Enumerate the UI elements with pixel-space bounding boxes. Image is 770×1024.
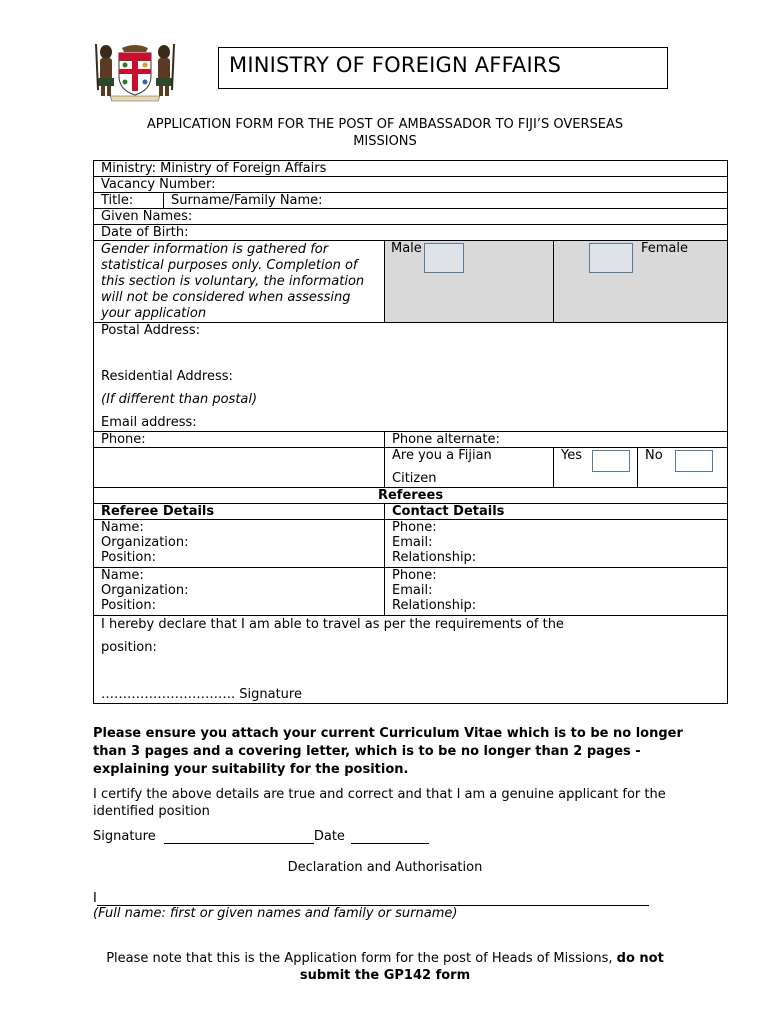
phone-field[interactable]: Phone: [94, 432, 385, 448]
female-label: Female [641, 241, 689, 256]
address-block [94, 323, 728, 432]
full-name-note: (Full name: first or given names and family or surname) [93, 906, 458, 921]
application-form-table [93, 160, 728, 704]
given-names-field[interactable]: Given Names: [94, 209, 728, 225]
contact-details-header: Contact Details [385, 504, 728, 520]
referee-2-position-field[interactable]: Position: [101, 598, 156, 613]
travel-declaration-line-1: I hereby declare that I am able to travel as per the requirements of the [101, 617, 564, 632]
referee-details-header: Referee Details [94, 504, 385, 520]
referee-1-contact [385, 520, 728, 568]
citizen-question [385, 448, 554, 488]
travel-declaration [94, 616, 728, 704]
title-field[interactable]: Title: [94, 193, 164, 209]
male-checkbox[interactable] [424, 243, 464, 273]
citizen-yes-option [554, 448, 638, 488]
blank-cell [94, 448, 385, 488]
full-name-line [93, 891, 649, 906]
no-checkbox[interactable] [675, 450, 713, 472]
travel-declaration-line-2: position: [101, 640, 157, 655]
fiji-coat-of-arms-logo [92, 40, 178, 102]
page-title: MINISTRY OF FOREIGN AFFAIRS [218, 47, 668, 89]
signature-input-line[interactable] [164, 829, 314, 844]
referee-1-relationship-field[interactable]: Relationship: [392, 550, 477, 565]
yes-checkbox[interactable] [592, 450, 630, 472]
referee-1-phone-field[interactable]: Phone: [392, 520, 437, 535]
closing-note-text: Please note that this is the Application form for the post of Heads of Missions, [106, 951, 613, 966]
citizen-question-line-2: Citizen [392, 471, 437, 486]
certification-statement: I certify the above details are true and correct and that I am a genuine applicant for the identified position [93, 787, 666, 819]
referee-1-organization-field[interactable]: Organization: [101, 535, 189, 550]
referee-2-phone-field[interactable]: Phone: [392, 568, 437, 583]
closing-note [93, 950, 677, 984]
no-label: No [645, 448, 663, 463]
signature-date-line [93, 829, 429, 844]
email-address-field[interactable]: Email address: [101, 415, 197, 430]
form-subtitle [100, 116, 670, 150]
declaration-title: Declaration and Authorisation [287, 860, 483, 875]
referee-2-contact [385, 568, 728, 616]
ministry-field: Ministry: Ministry of Foreign Affairs [94, 161, 728, 177]
full-name-input-line[interactable] [97, 891, 649, 906]
subtitle-line-1: APPLICATION FORM FOR THE POST OF AMBASSADOR TO FIJI’S OVERSEAS [146, 117, 624, 132]
male-option [385, 241, 554, 323]
referee-2-organization-field[interactable]: Organization: [101, 583, 189, 598]
residential-address-note: (If different than postal) [101, 392, 258, 407]
referee-2-name-field[interactable]: Name: [101, 568, 144, 583]
referee-1-email-field[interactable]: Email: [392, 535, 433, 550]
i-label: I [93, 891, 97, 906]
gender-note: Gender information is gathered for statistical purposes only. Completion of this section is voluntary, the information will not be considered when assessing your application [94, 241, 385, 323]
signature-label: Signature [93, 829, 156, 844]
referee-1-name-field[interactable]: Name: [101, 520, 144, 535]
phone-alternate-field[interactable]: Phone alternate: [385, 432, 728, 448]
referees-header: Referees [94, 488, 728, 504]
date-input-line[interactable] [351, 829, 429, 844]
female-option [554, 241, 728, 323]
residential-address-field[interactable]: Residential Address: [101, 369, 233, 384]
citizen-question-line-1: Are you a Fijian [392, 448, 492, 463]
subtitle-line-2: MISSIONS [353, 134, 417, 149]
referee-2-email-field[interactable]: Email: [392, 583, 433, 598]
yes-label: Yes [561, 448, 582, 463]
vacancy-number-field[interactable]: Vacancy Number: [94, 177, 728, 193]
male-label: Male [391, 241, 422, 256]
referee-2-details [94, 568, 385, 616]
referee-1-details [94, 520, 385, 568]
surname-field[interactable]: Surname/Family Name: [164, 193, 728, 209]
referee-1-position-field[interactable]: Position: [101, 550, 156, 565]
female-checkbox[interactable] [589, 243, 633, 273]
postal-address-field[interactable]: Postal Address: [101, 323, 201, 338]
date-of-birth-field[interactable]: Date of Birth: [94, 225, 728, 241]
cv-instructions: Please ensure you attach your current Curriculum Vitae which is to be no longer than 3 pages and a covering letter, which is to be no longer than 2 pages - explaining your suitability for the position. [93, 726, 683, 777]
citizen-no-option [638, 448, 728, 488]
date-label: Date [313, 829, 345, 844]
referee-2-relationship-field[interactable]: Relationship: [392, 598, 477, 613]
closing-note-bold: do not submit the GP142 form [299, 951, 664, 983]
travel-signature-field[interactable]: …………………………. Signature [101, 687, 302, 702]
